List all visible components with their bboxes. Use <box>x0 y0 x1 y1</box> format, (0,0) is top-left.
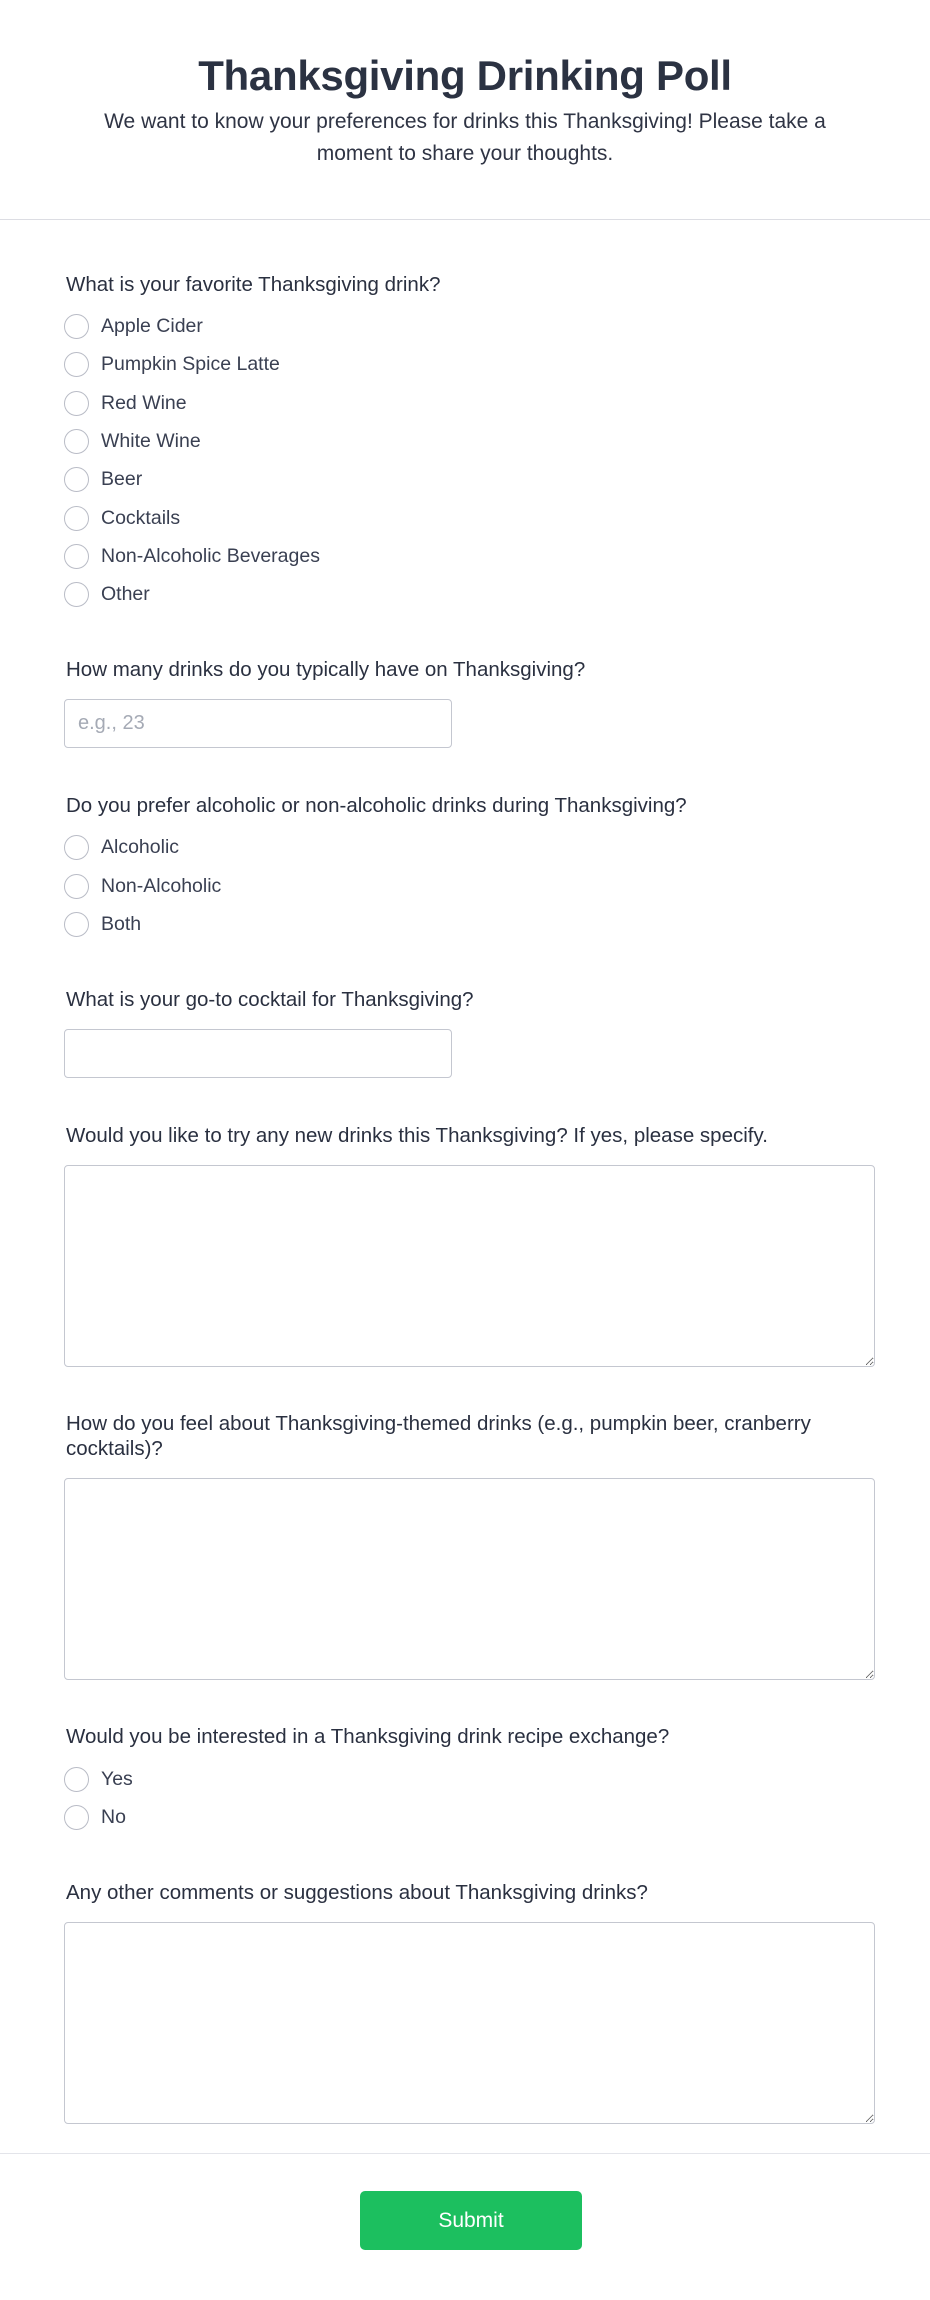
radio-option-yes[interactable]: Yes <box>64 1766 133 1792</box>
radio-button[interactable] <box>64 1805 89 1830</box>
page-subtitle: We want to know your preferences for drinks this Thanksgiving! Please take a moment to share your thoughts. <box>104 110 826 165</box>
poll-header <box>0 0 930 220</box>
drink-count-input[interactable] <box>64 699 452 748</box>
radio-option-non-alcoholic[interactable]: Non-Alcoholic <box>64 873 221 899</box>
radio-button[interactable] <box>64 912 89 937</box>
radio-option-other[interactable]: Other <box>64 581 150 607</box>
submit-button[interactable]: Submit <box>360 2191 582 2250</box>
page-title: Thanksgiving Drinking Poll <box>198 52 732 99</box>
radio-button[interactable] <box>64 314 89 339</box>
question-go-to-cocktail: What is your go-to cocktail for Thanksgiving? <box>66 988 474 1011</box>
radio-option-alcoholic[interactable]: Alcoholic <box>64 834 179 860</box>
question-other-comments: Any other comments or suggestions about Thanksgiving drinks? <box>66 1881 648 1904</box>
radio-option-both[interactable]: Both <box>64 911 141 937</box>
radio-option-cocktails[interactable]: Cocktails <box>64 505 180 531</box>
radio-option-red-wine[interactable]: Red Wine <box>64 390 187 416</box>
radio-button[interactable] <box>64 467 89 492</box>
radio-option-pumpkin-spice-latte[interactable]: Pumpkin Spice Latte <box>64 351 280 377</box>
question-new-drinks: Would you like to try any new drinks this Thanksgiving? If yes, please specify. <box>66 1124 768 1147</box>
cocktail-input[interactable] <box>64 1029 452 1078</box>
radio-button[interactable] <box>64 835 89 860</box>
new-drinks-textarea[interactable] <box>64 1165 875 1367</box>
radio-button[interactable] <box>64 582 89 607</box>
radio-button[interactable] <box>64 391 89 416</box>
themed-drinks-textarea[interactable] <box>64 1478 875 1680</box>
radio-option-non-alcoholic-beverages[interactable]: Non-Alcoholic Beverages <box>64 543 320 569</box>
radio-button[interactable] <box>64 506 89 531</box>
question-drink-count: How many drinks do you typically have on Thanksgiving? <box>66 658 586 681</box>
comments-textarea[interactable] <box>64 1922 875 2124</box>
question-favorite-drink: What is your favorite Thanksgiving drink? <box>66 273 441 296</box>
question-themed-drinks: How do you feel about Thanksgiving-themed drinks (e.g., pumpkin beer, cranberry cocktails)? <box>66 1412 811 1460</box>
radio-button[interactable] <box>64 874 89 899</box>
radio-button[interactable] <box>64 352 89 377</box>
footer-divider <box>0 2153 930 2154</box>
radio-button[interactable] <box>64 544 89 569</box>
question-alcohol-preference: Do you prefer alcoholic or non-alcoholic drinks during Thanksgiving? <box>66 794 687 817</box>
radio-option-apple-cider[interactable]: Apple Cider <box>64 313 203 339</box>
radio-option-no[interactable]: No <box>64 1804 126 1830</box>
radio-button[interactable] <box>64 1767 89 1792</box>
radio-option-white-wine[interactable]: White Wine <box>64 428 201 454</box>
radio-button[interactable] <box>64 429 89 454</box>
radio-option-beer[interactable]: Beer <box>64 466 142 492</box>
question-recipe-exchange: Would you be interested in a Thanksgiving drink recipe exchange? <box>66 1725 670 1748</box>
